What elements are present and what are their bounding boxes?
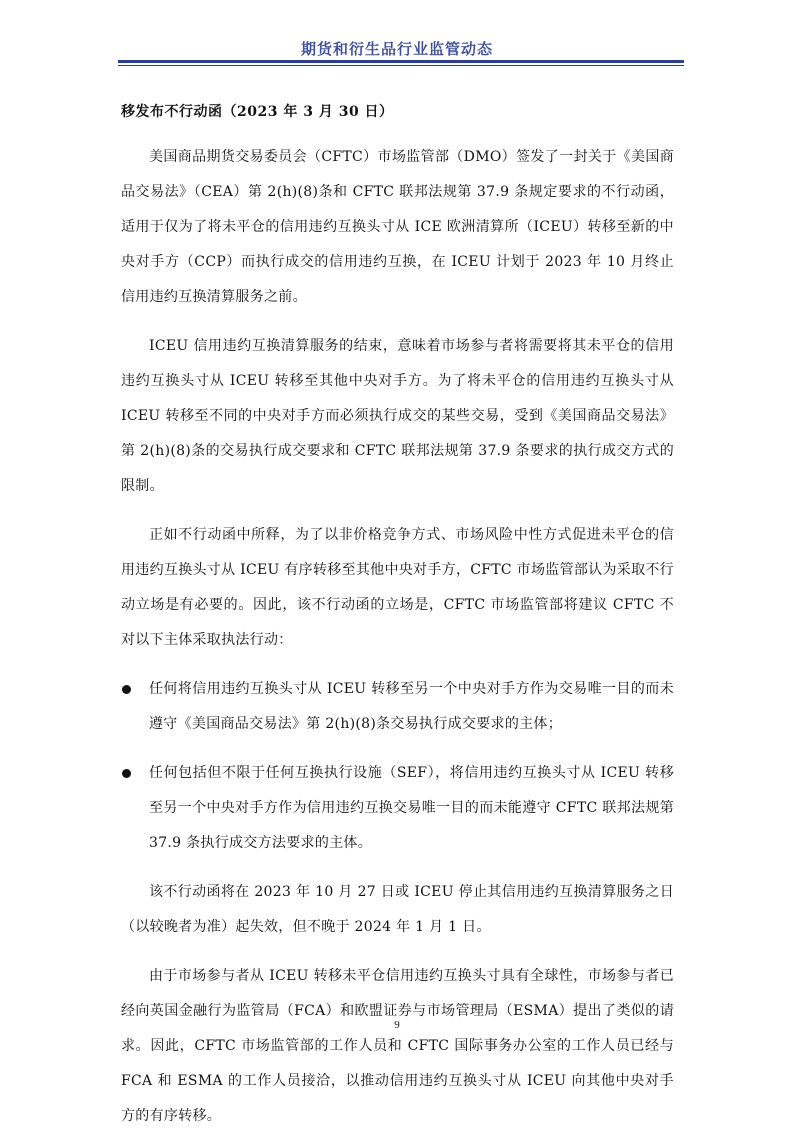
body-paragraph: 由于市场参与者从 ICEU 转移未平仓信用违约互换头寸具有全球性，市场参与者已经向英国金融行为监管局（FCA）和欧盟证券与市场管理局（ESMA）提出了类似的请求。因此，CFTC 市场监管部的工作人员和 CFTC 国际事务办公室的工作人员已经与 FCA 和 ESMA 的工作人员接洽，以推动信用违约互换头寸从 ICEU 向其他中央对手方的有序转移。 — [121, 968, 674, 1124]
page-number: 9 — [394, 1019, 400, 1031]
bullet-item — [121, 672, 674, 742]
body-paragraph: 美国商品期货交易委员会（CFTC）市场监管部（DMO）签发了一封关于《美国商品交易法》（CEA）第 2(h)(8)条和 CFTC 联邦法规第 37.9 条规定要求的不行动函，适用于仅为了将未平仓的信用违约互换头寸从 ICE 欧洲清算所（ICEU）转移至新的中央对手方（CCP）而执行成交的信用违约互换，在 ICEU 计划于 2023 年 10 月终止信用违约互换清算服务之前。 — [121, 149, 674, 305]
bullet-text: 任何包括但不限于任何互换执行设施（SEF），将信用违约互换头寸从 ICEU 转移至另一个中央对手方作为信用违约互换交易唯一目的而未能遵守 CFTC 联邦法规第 37.9 条执行成交方法要求的主体。 — [149, 765, 674, 851]
header-rule-thick — [118, 60, 684, 63]
bullet-list — [121, 672, 674, 861]
header-rule-thin — [118, 65, 684, 66]
running-header-title: 期货和衍生品行业监管动态 — [300, 40, 493, 58]
body-paragraph: 正如不行动函中所释，为了以非价格竞争方式、市场风险中性方式促进未平仓的信用违约互换头寸从 ICEU 有序转移至其他中央对手方，CFTC 市场监管部认为采取不行动立场是有必要的。因此，该不行动函的立场是，CFTC 市场监管部将建议 CFTC 不对以下主体采取执法行动： — [121, 527, 674, 648]
body-paragraph: 该不行动函将在 2023 年 10 月 27 日或 ICEU 停止其信用违约互换清算服务之日（以较晚者为准）起失效，但不晚于 2024 年 1 月 1 日。 — [121, 884, 674, 935]
bullet-text: 任何将信用违约互换头寸从 ICEU 转移至另一个中央对手方作为交易唯一目的而未遵守《美国商品交易法》第 2(h)(8)条交易执行成交要求的主体； — [149, 681, 674, 732]
bullet-dot-icon — [122, 685, 131, 694]
bullet-dot-icon — [122, 769, 131, 778]
article-body — [121, 140, 674, 1148]
body-paragraph: ICEU 信用违约互换清算服务的结束，意味着市场参与者将需要将其未平仓的信用违约互换头寸从 ICEU 转移至其他中央对手方。为了将未平仓的信用违约互换头寸从 ICEU 转移至不同的中央对手方而必须执行成交的某些交易，受到《美国商品交易法》第 2(h)(8)条的交易执行成交要求和 CFTC 联邦法规第 37.9 条要求的执行成交方式的限制。 — [121, 338, 674, 494]
section-heading: 移发布不行动函（2023 年 3 月 30 日） — [121, 104, 394, 120]
bullet-item — [121, 756, 674, 861]
